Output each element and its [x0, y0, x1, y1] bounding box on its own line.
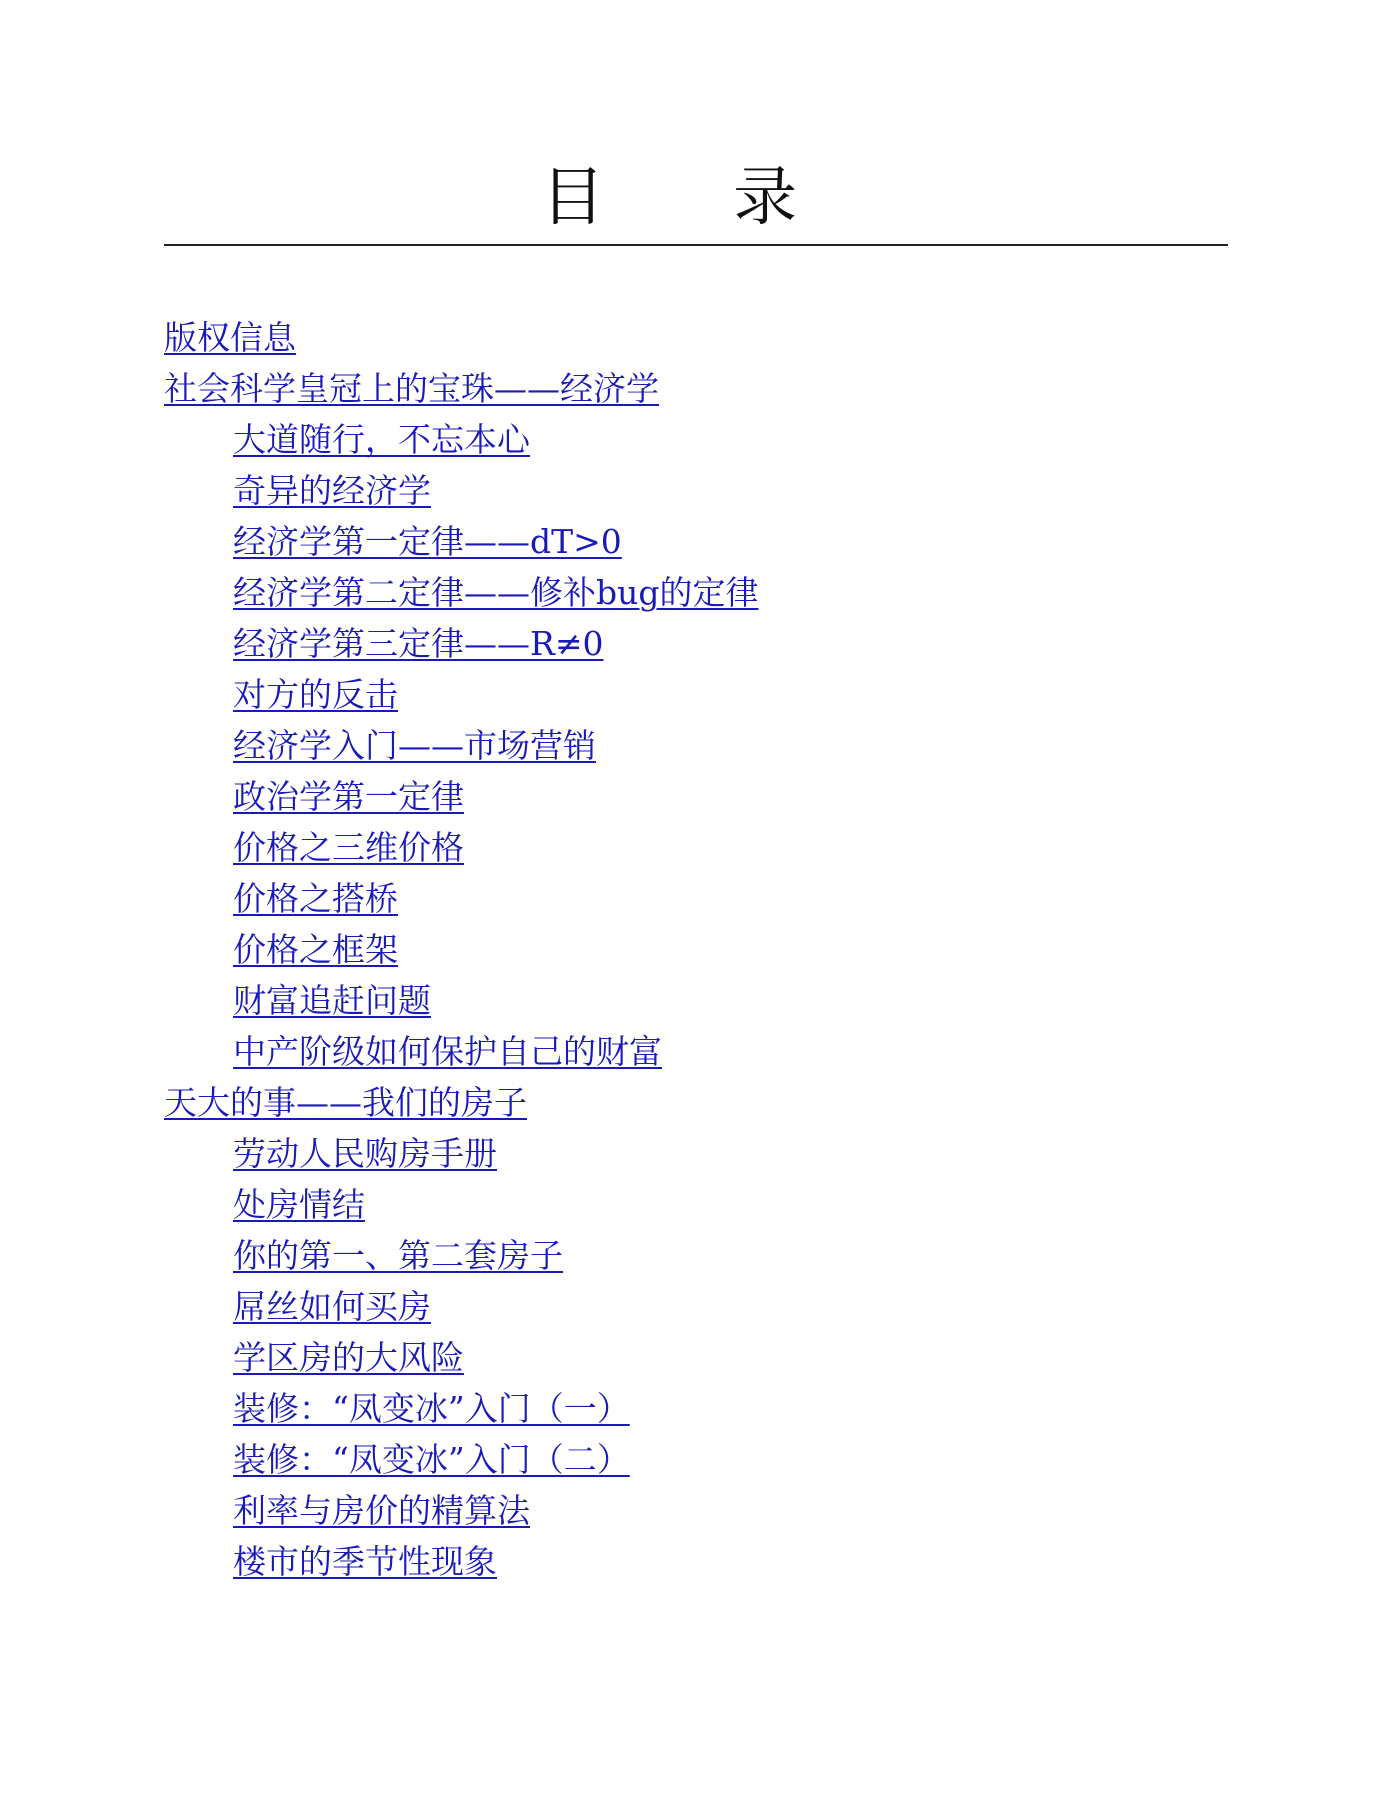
page-title: 目 录: [540, 161, 852, 235]
toc-link[interactable]: 楼市的季节性现象: [233, 1542, 497, 1581]
toc-item: [164, 471, 1228, 522]
toc-link[interactable]: 你的第一、第二套房子: [233, 1236, 563, 1275]
toc-item: [164, 1542, 1228, 1593]
toc-item: [164, 420, 1228, 471]
toc-link[interactable]: 价格之三维价格: [233, 828, 464, 867]
toc-item: [164, 1185, 1228, 1236]
toc-item: [164, 1236, 1228, 1287]
toc-link[interactable]: 政治学第一定律: [233, 777, 464, 816]
toc-link[interactable]: 财富追赶问题: [233, 981, 431, 1020]
toc-link[interactable]: 劳动人民购房手册: [233, 1134, 497, 1173]
toc-link[interactable]: 大道随行，不忘本心: [233, 420, 530, 459]
table-of-contents: [164, 318, 1228, 1593]
toc-link[interactable]: 价格之框架: [233, 930, 398, 969]
toc-link[interactable]: 利率与房价的精算法: [233, 1491, 530, 1530]
toc-link[interactable]: 装修：“凤变冰”入门（二）: [233, 1440, 630, 1479]
toc-item: [164, 675, 1228, 726]
toc-item: [164, 1440, 1228, 1491]
toc-link[interactable]: 处房情结: [233, 1185, 365, 1224]
title-divider: [164, 244, 1228, 246]
toc-link[interactable]: 天大的事——我们的房子: [164, 1083, 527, 1122]
toc-item: [164, 1083, 1228, 1134]
toc-item: [164, 1032, 1228, 1083]
toc-link[interactable]: 中产阶级如何保护自己的财富: [233, 1032, 662, 1071]
toc-link[interactable]: 奇异的经济学: [233, 471, 431, 510]
toc-item: [164, 369, 1228, 420]
toc-link[interactable]: 经济学入门——市场营销: [233, 726, 596, 765]
toc-link[interactable]: 屌丝如何买房: [233, 1287, 431, 1326]
toc-link[interactable]: 经济学第二定律——修补bug的定律: [233, 573, 759, 612]
toc-item: [164, 318, 1228, 369]
toc-link[interactable]: 社会科学皇冠上的宝珠——经济学: [164, 369, 659, 408]
toc-item: [164, 573, 1228, 624]
toc-item: [164, 930, 1228, 981]
toc-link[interactable]: 经济学第一定律——dT>0: [233, 522, 622, 561]
toc-item: [164, 828, 1228, 879]
toc-link[interactable]: 对方的反击: [233, 675, 398, 714]
toc-link[interactable]: 版权信息: [164, 318, 296, 357]
toc-item: [164, 522, 1228, 573]
toc-item: [164, 624, 1228, 675]
toc-item: [164, 1491, 1228, 1542]
toc-link[interactable]: 价格之搭桥: [233, 879, 398, 918]
toc-item: [164, 1338, 1228, 1389]
toc-link[interactable]: 学区房的大风险: [233, 1338, 464, 1377]
toc-item: [164, 1389, 1228, 1440]
toc-link[interactable]: 经济学第三定律——R≠0: [233, 624, 604, 663]
toc-item: [164, 879, 1228, 930]
toc-link[interactable]: 装修：“凤变冰”入门（一）: [233, 1389, 630, 1428]
toc-item: [164, 1287, 1228, 1338]
toc-item: [164, 726, 1228, 777]
toc-item: [164, 777, 1228, 828]
toc-item: [164, 1134, 1228, 1185]
toc-item: [164, 981, 1228, 1032]
